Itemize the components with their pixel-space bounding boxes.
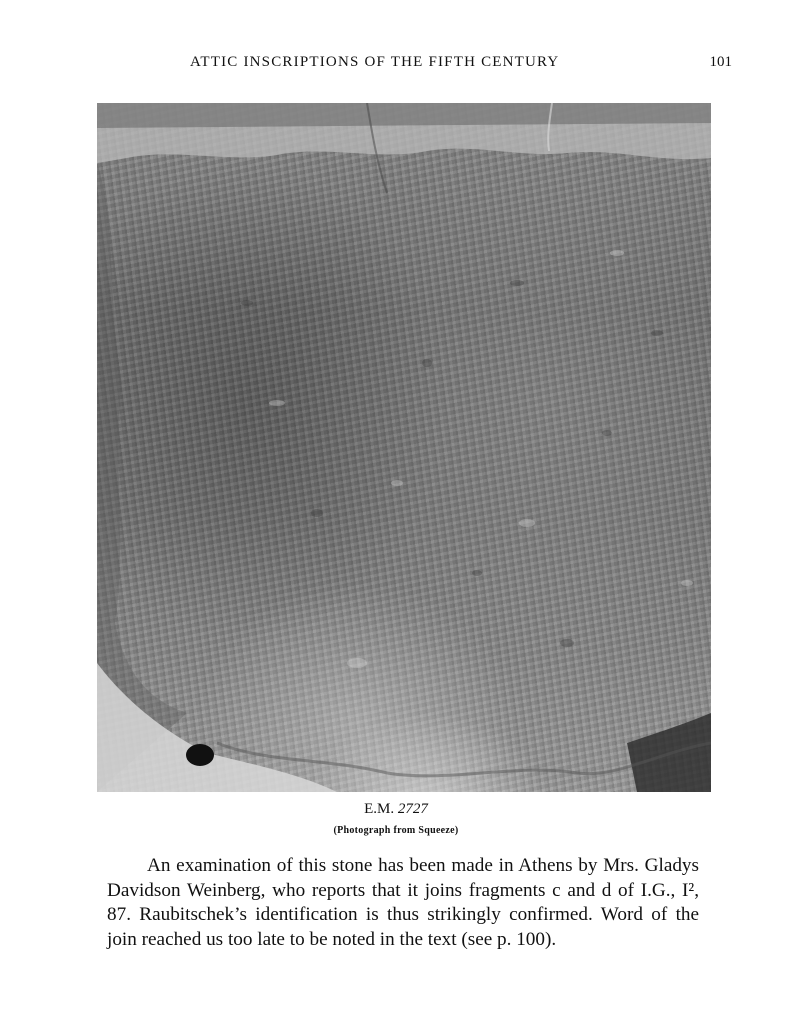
figure-caption bbox=[0, 801, 792, 818]
caption-number: 2727 bbox=[397, 801, 428, 817]
figure-subcaption: (Photograph from Squeeze) bbox=[333, 825, 459, 836]
page-number: 101 bbox=[709, 54, 732, 70]
body-line: the join reached us too late to be noted in the text (see p. 100). bbox=[107, 904, 700, 950]
body-paragraph bbox=[107, 854, 699, 952]
body-line: Davidson Weinberg, who reports that it joins fragments c and d of I.G., bbox=[107, 879, 676, 901]
squeeze-texture bbox=[97, 103, 711, 792]
running-head: ATTIC INSCRIPTIONS OF THE FIFTH CENTURY bbox=[190, 54, 560, 70]
body-line: An examination of this stone has been made in Athens by Mrs. Gladys bbox=[147, 855, 699, 876]
body-line: I², 87. Raubitschek’s identification is thus strikingly confirmed. Word of bbox=[107, 879, 699, 925]
squeeze-photograph bbox=[97, 103, 711, 792]
caption-prefix: E.M. bbox=[364, 801, 398, 817]
